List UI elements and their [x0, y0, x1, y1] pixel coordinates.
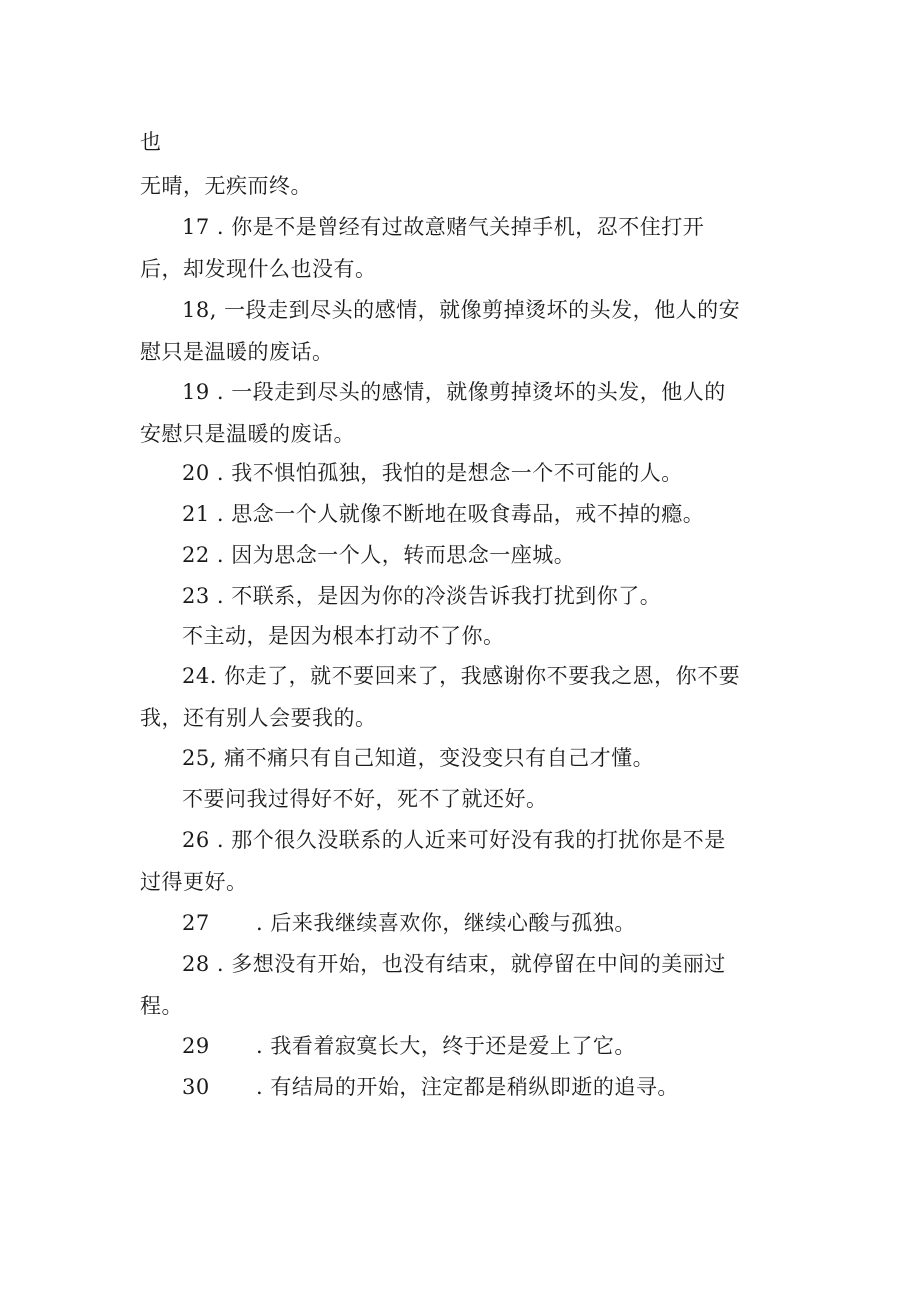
text-line: 26 . 那个很久没联系的人近来可好没有我的打扰你是不是: [182, 828, 726, 852]
text-line: 安慰只是温暖的废话。: [140, 422, 355, 446]
item-text: . 我看着寂寞长大，终于还是爱上了它。: [256, 1034, 636, 1058]
text-line: 28 . 多想没有开始，也没有结束，就停留在中间的美丽过: [182, 952, 726, 976]
text-line: 后，却发现什么也没有。: [140, 257, 377, 281]
text-line: [182, 909, 636, 937]
text-line: 25, 痛不痛只有自己知道，变没变只有自己才懂。: [182, 746, 655, 770]
text-line: 程。: [140, 994, 183, 1018]
text-line: 慰只是温暖的废话。: [140, 340, 334, 364]
text-line: 23 . 不联系，是因为你的冷淡告诉我打扰到你了。: [182, 584, 662, 608]
item-number: 30: [182, 1075, 210, 1099]
text-line: 19 . 一段走到尽头的感情，就像剪掉烫坏的头发，他人的: [182, 380, 726, 404]
text-line: 21 . 思念一个人就像不断地在吸食毒品，戒不掉的瘾。: [182, 502, 705, 526]
text-line: 我，还有别人会要我的。: [140, 706, 377, 730]
text-line: 17 . 你是不是曾经有过故意赌气关掉手机，忍不住打开: [182, 215, 705, 239]
text-line: 18, 一段走到尽头的感情，就像剪掉烫坏的头发，他人的安: [182, 298, 741, 322]
text-line: [182, 1073, 679, 1101]
text-line: 24. 你走了，就不要回来了，我感谢你不要我之恩，你不要: [182, 664, 741, 688]
text-line: [182, 1032, 636, 1060]
text-line: 无晴，无疾而终。: [140, 174, 312, 198]
item-number: 27: [182, 911, 210, 935]
text-line: 20 . 我不惧怕孤独，我怕的是想念一个不可能的人。: [182, 461, 683, 485]
item-text: . 后来我继续喜欢你，继续心酸与孤独。: [256, 911, 636, 935]
text-line: 过得更好。: [140, 870, 248, 894]
text-line: 不主动，是因为根本打动不了你。: [182, 624, 505, 648]
text-line: 不要问我过得好不好，死不了就还好。: [182, 787, 548, 811]
text-line: 也: [140, 130, 162, 154]
item-text: . 有结局的开始，注定都是稍纵即逝的追寻。: [256, 1075, 679, 1099]
text-line: 22 . 因为思念一个人，转而思念一座城。: [182, 543, 576, 567]
item-number: 29: [182, 1034, 210, 1058]
